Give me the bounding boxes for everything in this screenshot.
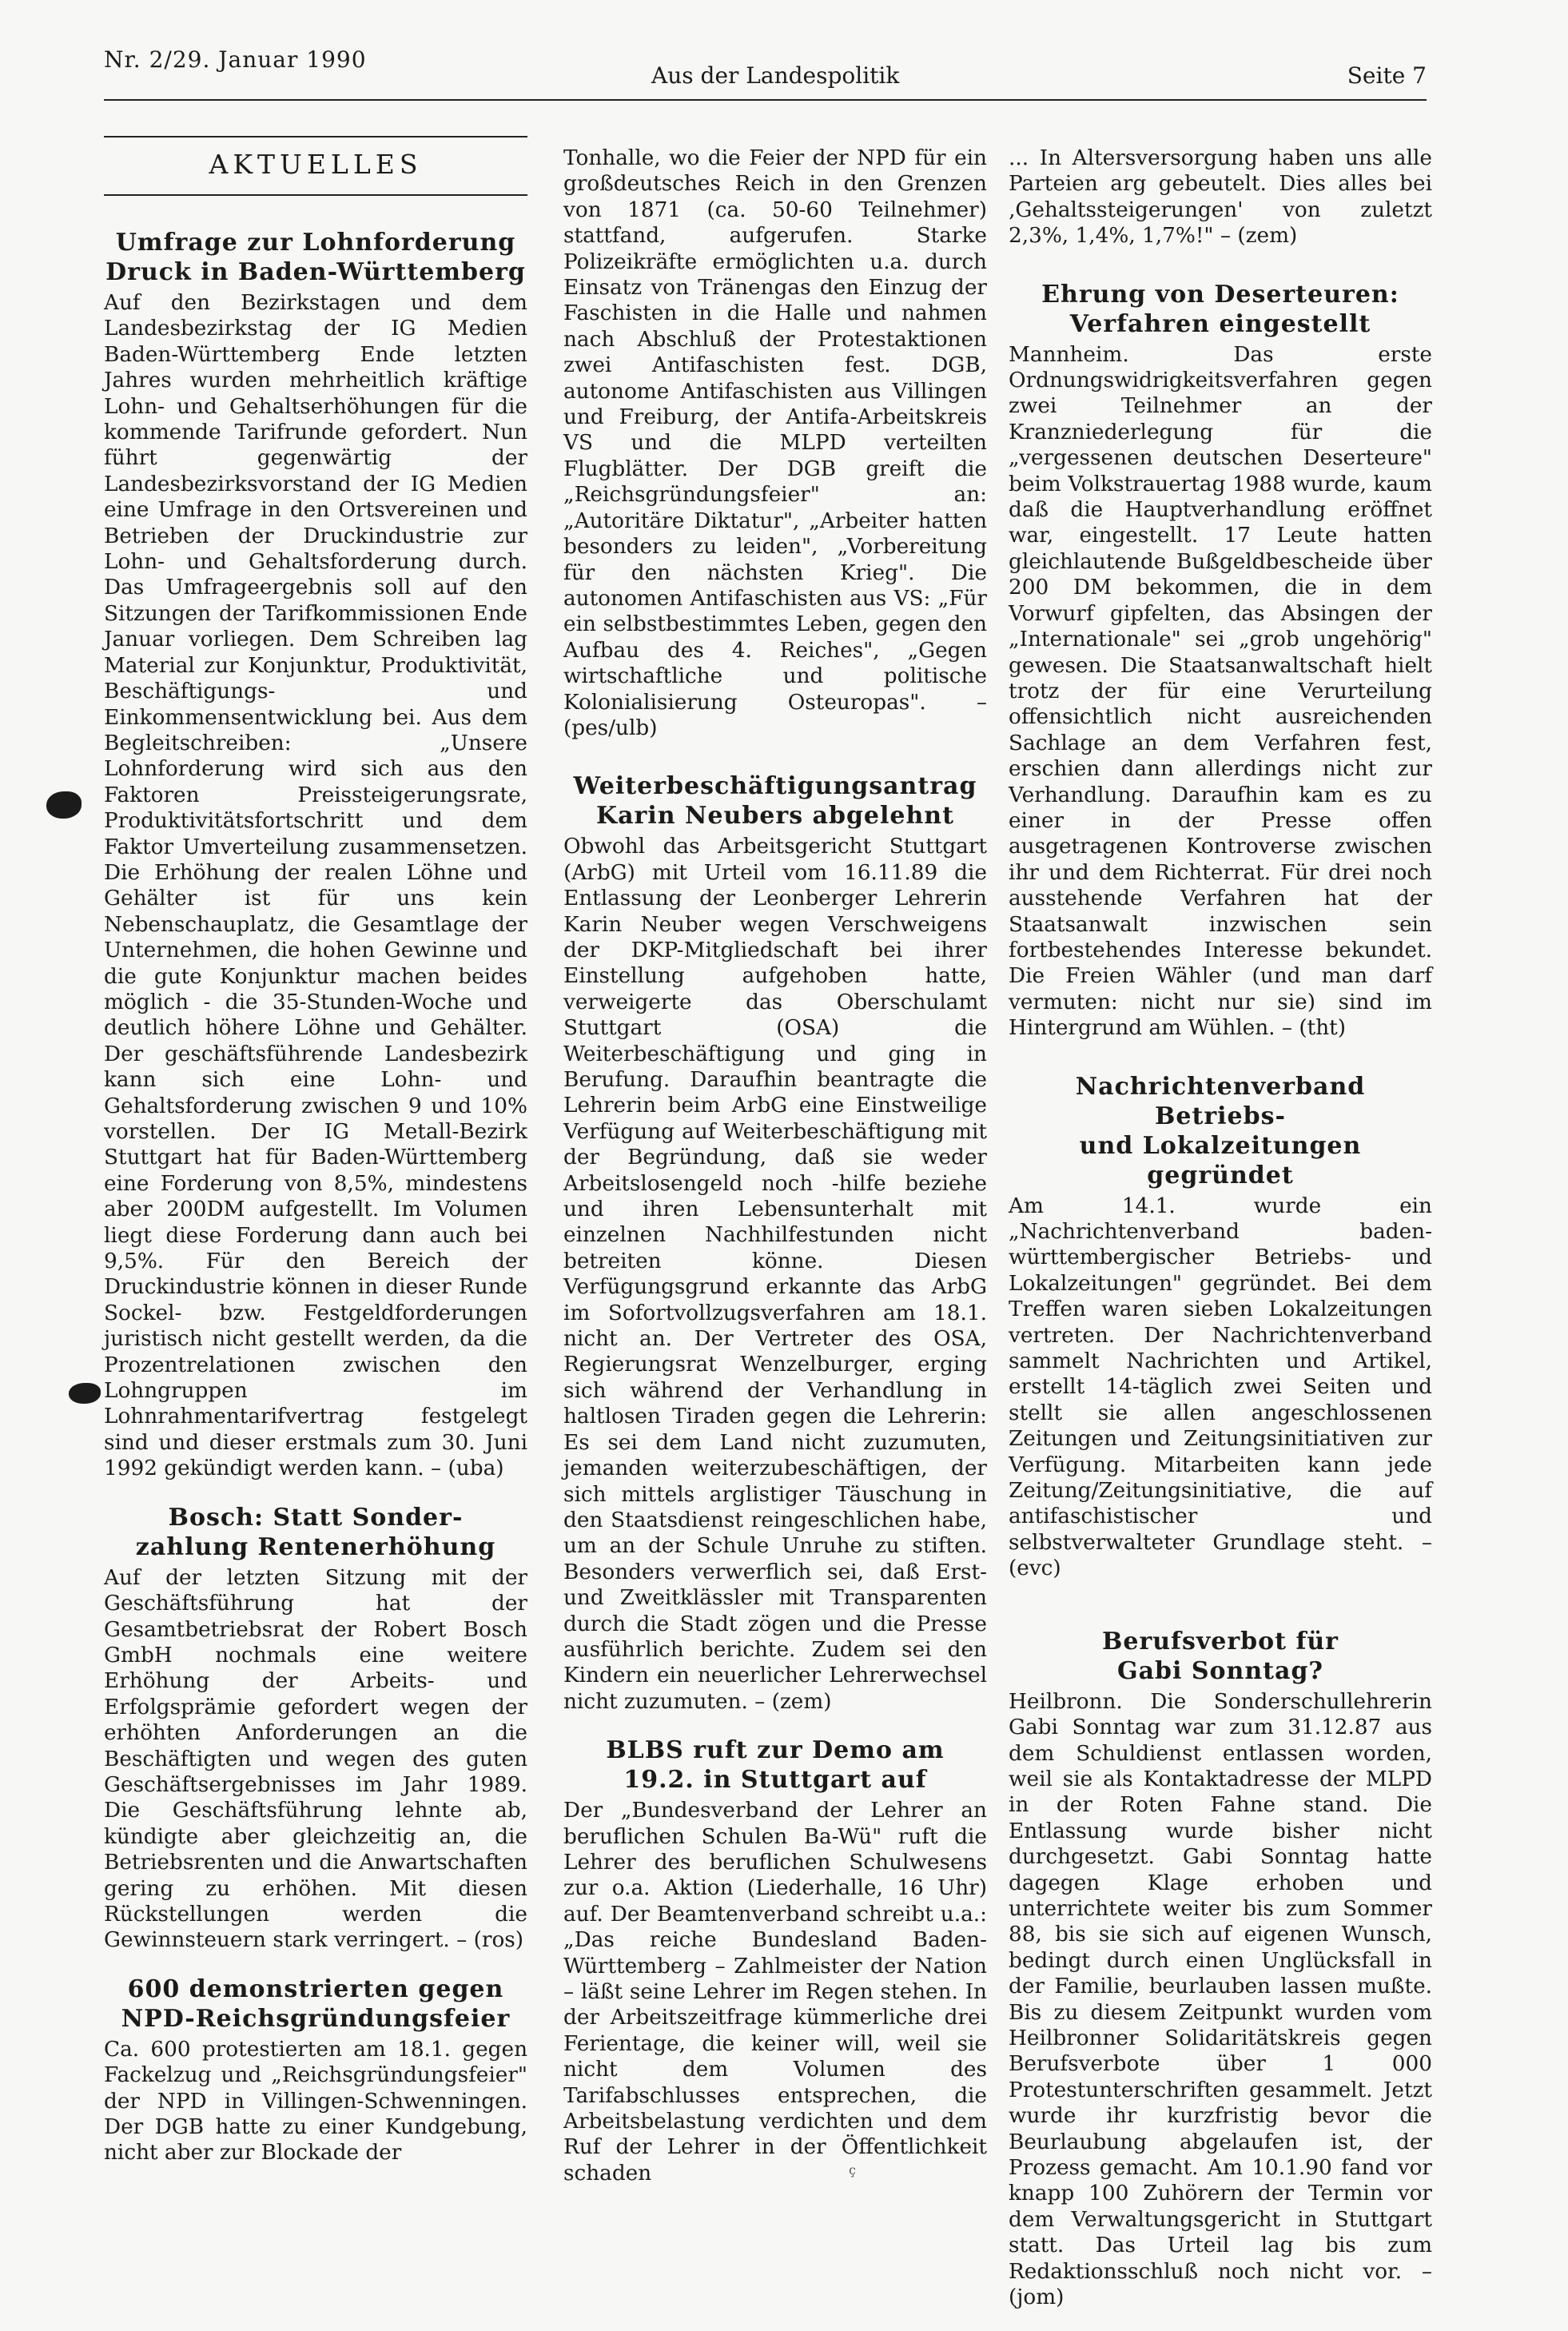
article-body: Obwohl das Arbeitsgericht Stuttgart (ArbG) mit Urteil vom 16.11.89 die Entlassung der Leonberger Lehrerin Karin Neuber wegen Verschweigens der DKP-Mitgliedschaft bei ihrer Einstellung aufgehoben hatte, verweigerte das Oberschulamt Stuttgart (OSA) die Weiterbeschäftigung und ging in Berufung. Daraufhin beantragte die Lehrerin beim ArbG eine Einstweilige Verfügung auf Weiterbeschäftigung mit der Begründung, daß sie weder Arbeitslosengeld noch -hilfe beziehe und ihren Lebensunterhalt mit einzelnen Nachhilfestunden nicht betreiten könne. Diesen Verfügungsgrund erkannte das ArbG im Sofortvollzugsverfahren am 18.1. nicht an. Der Vertreter des OSA, Regierungsrat Wenzelburger, erging sich während der Verhandlung in haltlosen Tiraden gegen die Lehrerin: Es sei dem Land nicht zuzumuten, jemanden weiterzubeschäftigen, der sich mittels arglistiger Täuschung in den Staatsdienst reingeschlichen habe, um an der Schule Unruhe zu stiften. Besonders verwerflich sei, daß Erst- und Zweitklässler mit Transparenten durch die Stadt zögen und die Presse ausführlich berichte. Zudem sei den Kindern ein neuerlicher Lehrerwechsel nicht zuzumuten. – (zem) (563, 835, 987, 1714)
section-name: Aus der Landespolitik (651, 62, 900, 89)
article-body: Ca. 600 protestierten am 18.1. gegen Fackelzug und „Reichsgründungsfeier" der NPD in Villingen-Schwenningen. Der DGB hatte zu einer Kundgebung, nicht aber zur Blockade der (104, 2037, 527, 2166)
article-body: Auf den Bezirkstagen und dem Landesbezirkstag der IG Medien Baden-Württemberg Ende letzten Jahres wurden mehrheitlich kräftige Lohn- und Gehaltserhöhungen für die kommende Tarifrunde gefordert. Nun führt gegenwärtig der Landesbezirksvorstand der IG Medien eine Umfrage in den Ortsvereinen und Betrieben der Druckindustrie zur Lohn- und Gehaltsforderung durch. Das Umfrageergebnis soll auf den Sitzungen der Tarifkommissionen Ende Januar vorliegen. Dem Schreiben lag Material zur Konjunktur, Produktivität, Beschäftigungs- und Einkommensentwicklung bei. Aus dem Begleitschreiben: „Unsere Lohnforderung wird sich aus den Faktoren Preissteigerungsrate, Produktivitätsfortschritt und dem Faktor Umverteilung zusammensetzen. Die Erhöhung der realen Löhne und Gehälter ist für uns kein Nebenschauplatz, die Gesamtlage der Unternehmen, die hohen Gewinne und die gute Konjunktur machen beides möglich - die 35-Stunden-Woche und deutlich höhere Löhne und Gehälter. Der geschäftsführende Landesbezirk kann sich eine Lohn- und Gehaltsforderung zwischen 9 und 10% vorstellen. Der IG Metall-Bezirk Stuttgart hat für Baden-Württemberg eine Forderung von 8,5%, mindestens aber 200DM aufgestellt. Im Volumen liegt diese Forderung dann auch bei 9,5%. Für den Bereich der Druckindustrie können in dieser Runde Sockel- bzw. Festgeldforderungen juristisch nicht gestellt werden, da die Prozentrelationen zwischen den Lohngruppen im Lohnrahmentarifvertrag festgelegt sind und dieser erstmals zum 30. Juni 1992 gekündigt werden kann. – (uba) (104, 291, 527, 1481)
column-3 (1009, 145, 1432, 2331)
punch-hole-mark (69, 1383, 101, 1404)
page-header (104, 46, 1427, 94)
article-body: Mannheim. Das erste Ordnungswidrigkeitsverfahren gegen zwei Teilnehmer an der Kranzniederlegung für die „vergessenen deutschen Deserteure" beim Volkstrauertag 1988 wurde, kaum daß die Hauptverhandlung eröffnet war, eingestellt. 17 Leute hatten gleichlautende Bußgeldbescheide über 200 DM bekommen, die in dem Vorwurf gipfelten, das Absingen der „Internationale" sei „grob ungehörig" gewesen. Die Staatsanwaltschaft hielt trotz der für eine Verurteilung offensichtlich nicht ausreichenden Sachlage an dem Verfahren fest, erschien dann allerdings nicht zur Verhandlung. Daraufhin kam es zu einer in der Presse offen ausgetragenen Kontroverse zwischen ihr und dem Richterrat. Für drei noch ausstehende Verfahren hat der Staatsanwalt inzwischen sein fortbestehendes Interesse bekundet. Die Freien Wähler (und man darf vermuten: nicht nur sie) sind im Hintergrund am Wühlen. – (tht) (1009, 342, 1432, 1041)
section-title: AKTUELLES (209, 149, 423, 180)
article-headline: 600 demonstrierten gegen NPD-Reichsgründungsfeier (121, 1974, 511, 2033)
header-rule (104, 99, 1427, 101)
article-headline: BLBS ruft zur Demo am 19.2. in Stuttgart auf (606, 1736, 945, 1795)
article-headline: Nachrichtenverband Betriebs- und Lokalzeitungen gegründet (1075, 1072, 1366, 1189)
footer-mark: ç (849, 2162, 856, 2178)
article-body-continued: ... In Altersversorgung haben uns alle Parteien arg gebeutelt. Dies alles bei ‚Gehaltssteigerungen' von zuletzt 2,3%, 1,4%, 1,7%!" – (zem) (1009, 146, 1432, 249)
article-bosch (104, 1503, 527, 1954)
issue-date: Nr. 2/29. Januar 1990 (104, 46, 367, 73)
article-npd-protest (104, 1974, 527, 2166)
article-headline: Umfrage zur Lohnforderung Druck in Baden-Württemberg (105, 229, 526, 286)
article-body: Am 14.1. wurde ein „Nachrichtenverband baden-württembergischer Betriebs- und Lokalzeitungen" gegründet. Bei dem Treffen waren sieben Lokalzeitungen vertreten. Der Nachrichtenverband sammelt Nachrichten und Artikel, erstellt 14-täglich zwei Seiten und stellt sie allen angeschlossenen Zeitungen und Zeitungsinitiativen zur Verfügung. Mitarbeiten kann jede Zeitung/Zeitungsinitiative, die auf antifaschistischer und selbstverwalteter Grundlage steht. – (evc) (1009, 1193, 1432, 1581)
article-headline: Ehrung von Deserteuren: Verfahren eingestellt (1041, 280, 1399, 338)
article-headline: Weiterbeschäftigungsantrag Karin Neubers abgelehnt (573, 772, 977, 831)
section-banner (104, 136, 527, 196)
column-1 (104, 136, 527, 2187)
article-blbs-demo (563, 1735, 987, 2186)
article-body-continued: Tonhalle, wo die Feier der NPD für ein großdeutsches Reich in den Grenzen von 1871 (ca. 50-60 Teilnehmer) stattfand, aufgerufen. Starke Polizeikräfte ermöglichten u.a. durch Einsatz von Tränengas den Einzug der Faschisten in die Halle und nahmen nach Abschluß der Protestaktionen zwei Antifaschisten fest. DGB, autonome Antifaschisten aus Villingen und Freiburg, der Antifa-Arbeitskreis VS und die MLPD verteilten Flugblätter. Der DGB greift die „Reichsgründungsfeier" an: „Autoritäre Diktatur", „Arbeiter hatten besonders zu leiden", „Vorbereitung für den nächsten Krieg". Die autonomen Antifaschisten aus VS: „Für ein selbstbestimmtes Leben, gegen den Aufbau des 4. Reiches", „Gegen wirtschaftliche und politische Kolonialisierung Osteuropas". – (pes/ulb) (563, 146, 987, 740)
column-2 (563, 145, 987, 2207)
page-number: Seite 7 (1347, 62, 1427, 89)
article-body: Heilbronn. Die Sonderschullehrerin Gabi Sonntag war zum 31.12.87 aus dem Schuldienst entlassen worden, weil sie als Kontaktadresse der MLPD in der Roten Fahne stand. Die Entlassung wurde bisher nicht durchgesetzt. Gabi Sonntag hatte dagegen Klage erhoben und unterrichtete weiter bis zum Sommer 88, bis sie sich auf eigenen Wunsch, bedingt durch einen Unglücksfall in der Familie, beurlauben lassen mußte. Bis zu diesem Zeitpunkt wurden vom Heilbronner Solidaritätskreis gegen Berufsverbote über 1 000 Protestunterschriften gesammelt. Jetzt wurde ihr kurzfristig bevor die Beurlaubung abgelaufen ist, der Prozess gemacht. Am 10.1.90 fand vor knapp 100 Zuhörern der Termin vor dem Verwaltungsgericht in Stuttgart statt. Das Urteil lag bis zum Redaktionsschluß noch nicht vor. – (jom) (1009, 1689, 1432, 2310)
article-body: Der „Bundesverband der Lehrer an beruflichen Schulen Ba-Wü" ruft die Lehrer des beruflichen Schulwesens zur o.a. Aktion (Liederhalle, 16 Uhr) auf. Der Beamtenverband schreibt u.a.: „Das reiche Bundesland Baden-Württemberg – Zahlmeister der Nation – läßt seine Lehrer im Regen stehen. In der Arbeitszeitfrage kümmerliche drei Ferientage, die keiner will, weil sie nicht dem Volumen des Tarifabschlusses entsprechen, die Arbeitsbelastung verdichten und dem Ruf der Lehrer in der Öffentlichkeit schaden (563, 1799, 987, 2186)
punch-hole-mark (46, 791, 82, 819)
article-nachrichtenverband (1009, 1072, 1432, 1582)
article-berufsverbot (1009, 1627, 1432, 2311)
article-lohnforderung (104, 228, 527, 1482)
article-weiterbeschaeftigung (563, 771, 987, 1715)
article-headline: Berufsverbot für Gabi Sonntag? (1102, 1627, 1339, 1685)
article-headline: Bosch: Statt Sonder- zahlung Rentenerhöhung (135, 1503, 496, 1561)
article-body: Auf der letzten Sitzung mit der Geschäftsführung hat der Gesamtbetriebsrat der Robert Bosch GmbH nochmals eine weitere Erhöhung der Arbeits- und Erfolgsprämie gefordert wegen der erhöhten Anforderungen an die Beschäftigten und wegen des guten Geschäftsergebnisses im Jahr 1989. Die Geschäftsführung lehnte ab, kündigte aber gleichzeitig an, die Betriebsrenten und die Anwartschaften gering zu erhöhen. Mit diesen Rückstellungen werden die Gewinnsteuern stark verringert. – (ros) (104, 1565, 527, 1953)
article-deserteure (1009, 280, 1432, 1042)
